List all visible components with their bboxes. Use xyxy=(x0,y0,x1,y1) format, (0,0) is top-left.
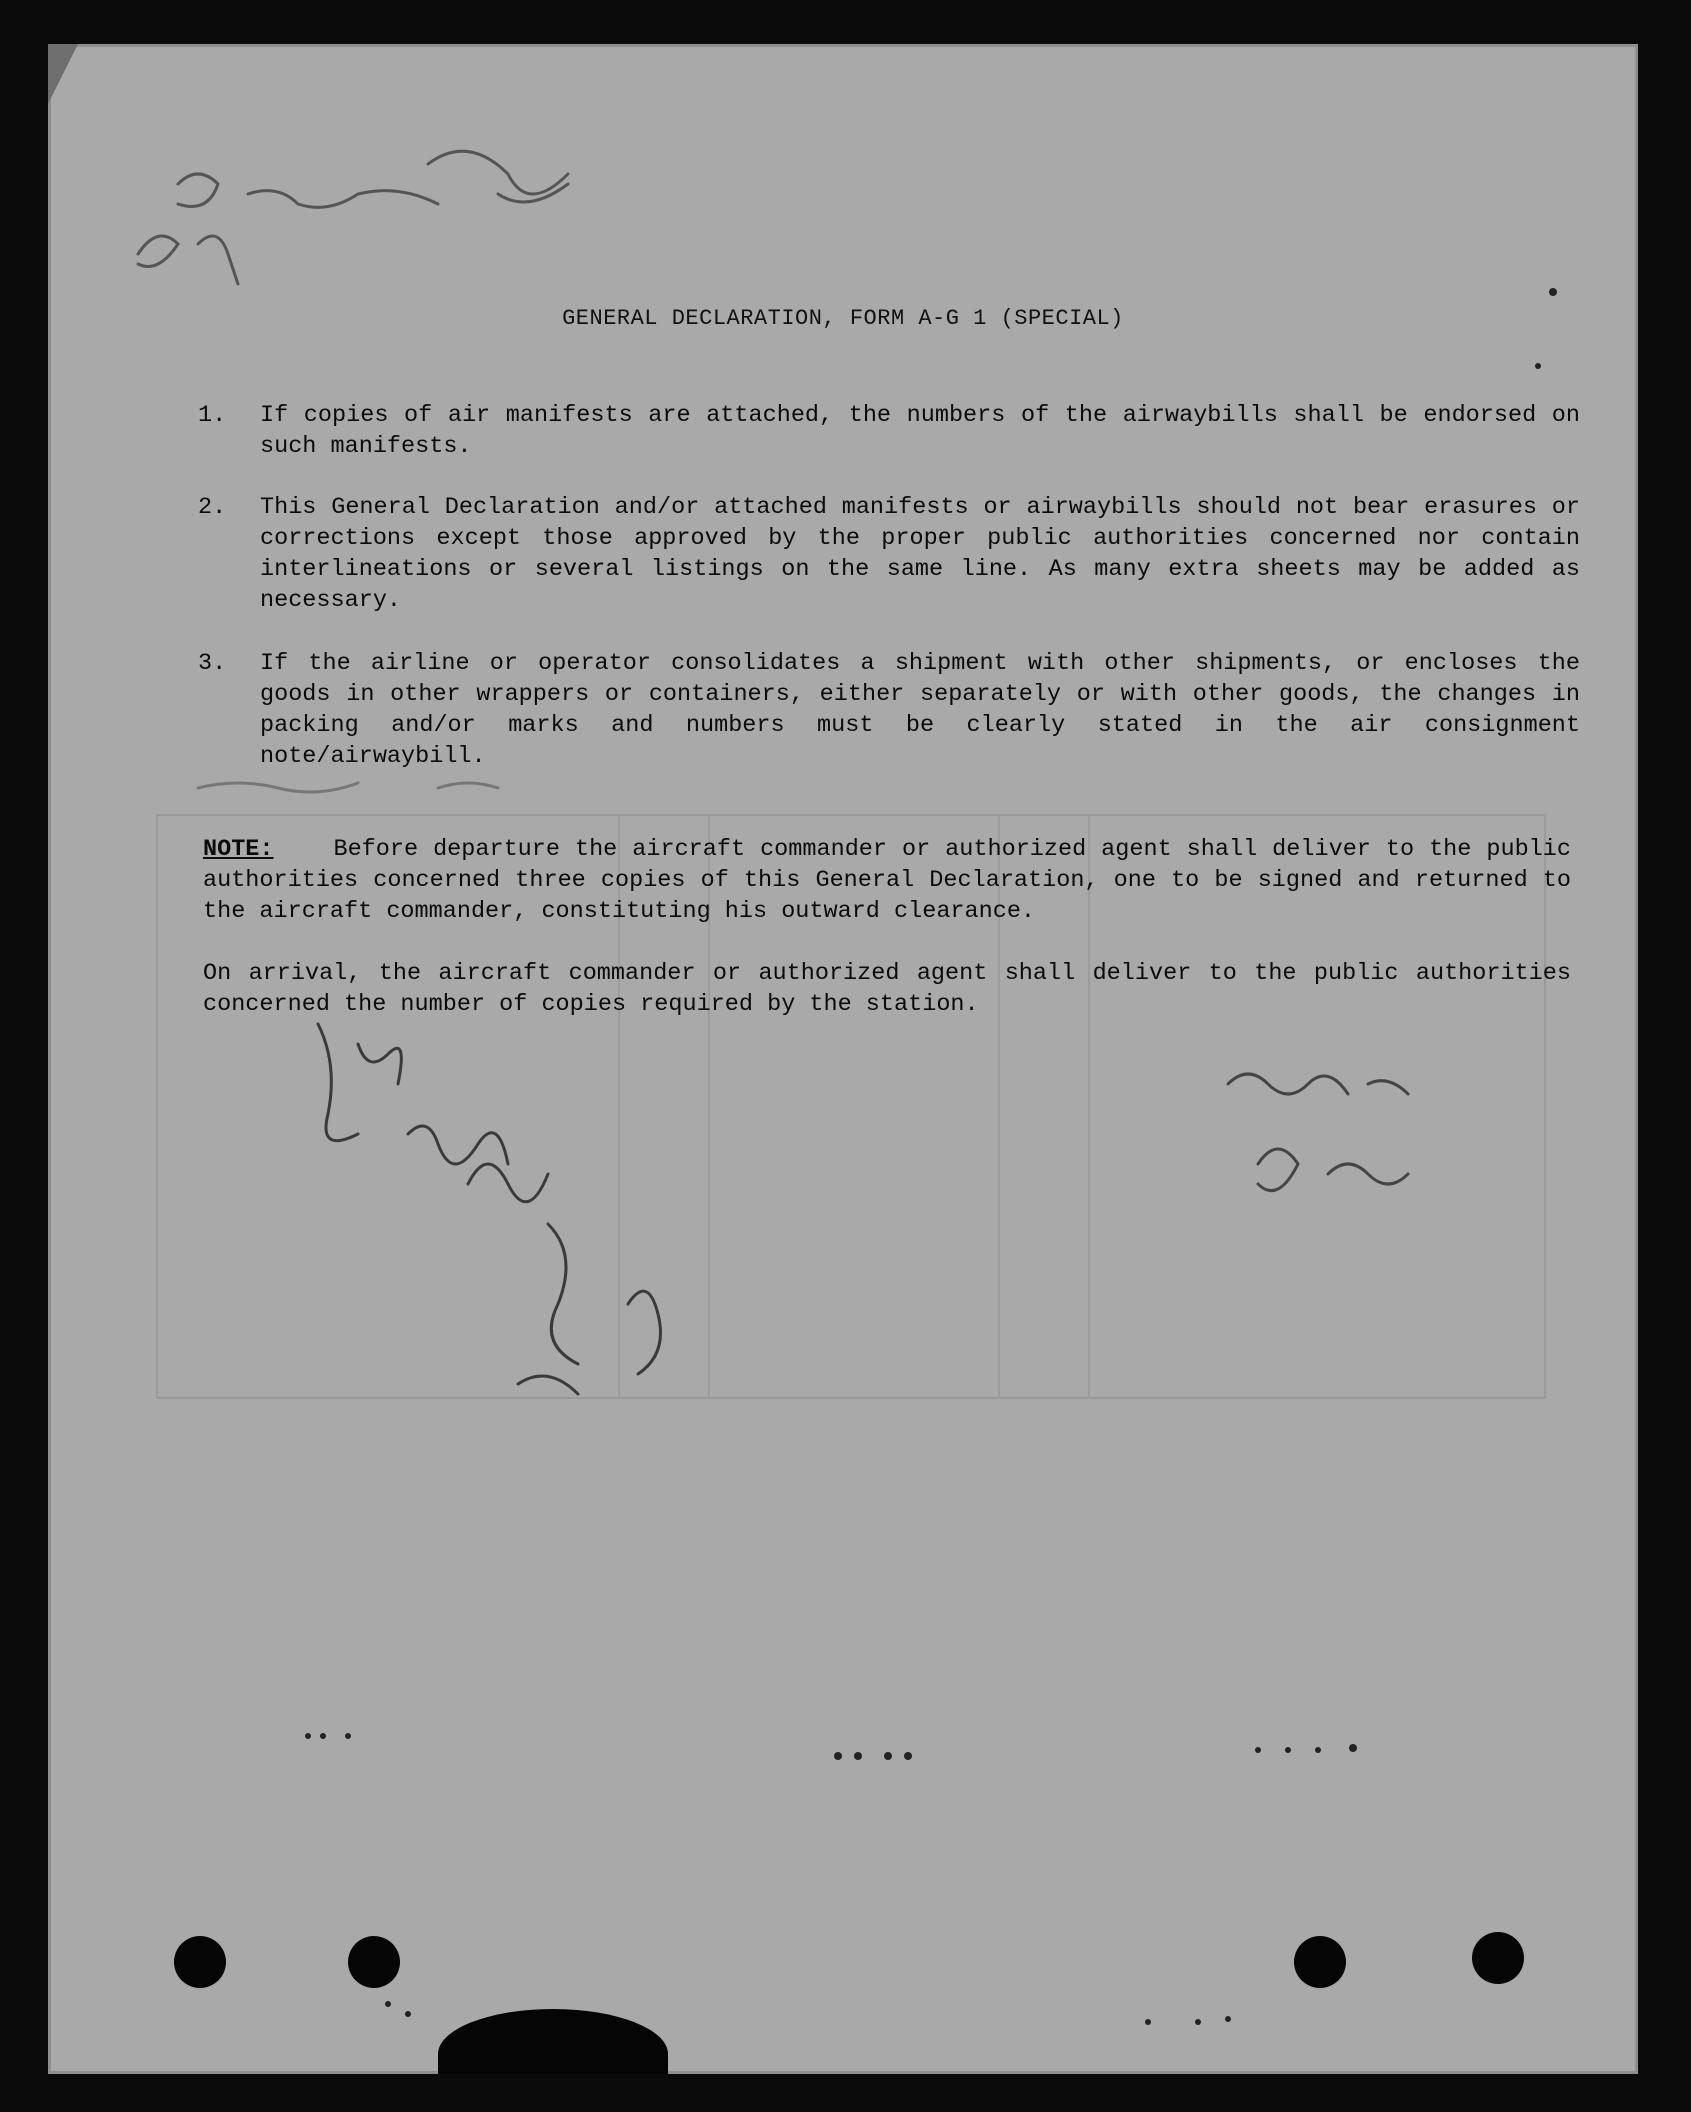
item-text: If copies of air manifests are attached, the numbers of the airwaybills shall be endorsed on such manifests. xyxy=(260,402,1580,460)
punch-hole xyxy=(1294,1936,1346,1988)
note-departure-text: Before departure the aircraft commander or authorized agent shall deliver to the public authorities concerned three copies of this General Declaration, one to be signed and returned to the aircraft commander, constituting his outward clearance. xyxy=(203,836,1571,925)
item-number: 1. xyxy=(198,402,227,429)
punch-hole xyxy=(1472,1932,1524,1984)
page-title: GENERAL DECLARATION, FORM A-G 1 (SPECIAL) xyxy=(562,306,1124,331)
declaration-body xyxy=(48,44,1638,2074)
note-departure-paragraph xyxy=(203,834,1571,927)
note-label: NOTE: xyxy=(203,836,274,863)
punch-hole xyxy=(348,1936,400,1988)
note-section xyxy=(203,834,1571,1020)
item-text: This General Declaration and/or attached manifests or airwaybills should not bear erasures or corrections except those approved by the proper public authorities concerned nor contain interlineations or several listings on the same line. As many extra sheets may be added as necessary. xyxy=(260,494,1580,614)
note-arrival-paragraph: On arrival, the aircraft commander or authorized agent shall deliver to the public authorities concerned the number of copies required by the station. xyxy=(203,960,1571,1018)
item-number: 2. xyxy=(198,494,227,521)
punch-hole xyxy=(174,1936,226,1988)
scanned-page xyxy=(48,44,1638,2074)
item-number: 3. xyxy=(198,650,227,677)
item-text: If the airline or operator consolidates a shipment with other shipments, or encloses the goods in other wrappers or containers, either separately or with other goods, the changes in packing and/or marks and numbers must be clearly stated in the air consignment note/airwaybill. xyxy=(260,650,1580,770)
